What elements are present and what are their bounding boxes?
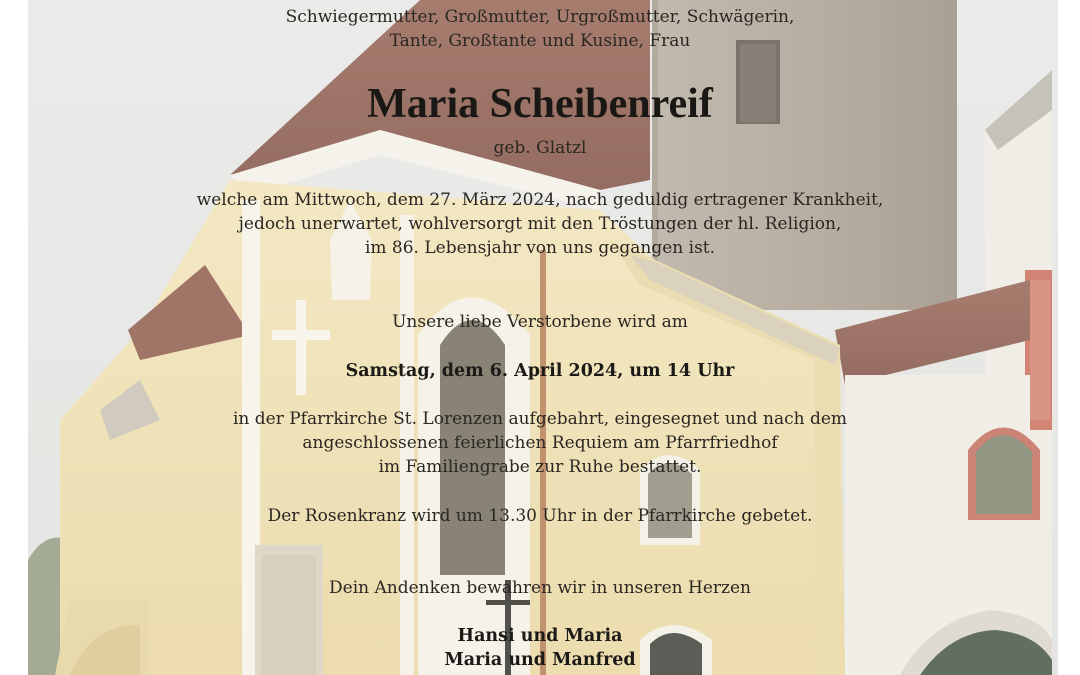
death-line-3: im 86. Lebensjahr von uns gegangen ist. (364, 238, 716, 258)
death-line-2: jedoch unerwartet, wohlversorgt mit den Tröstungen der hl. Religion, (238, 214, 842, 234)
family-line-1: Hansi und Maria (457, 626, 623, 646)
burial-line-1: in der Pfarrkirche St. Lorenzen aufgebahrt, eingesegnet und nach dem (232, 409, 848, 429)
birth-name: geb. Glatzl (493, 138, 587, 158)
remembrance-line: Dein Andenken bewahren wir in unseren Herzen (329, 578, 751, 598)
death-line-1: welche am Mittwoch, dem 27. März 2024, nach geduldig ertragener Krankheit, (196, 190, 884, 210)
family-line-2: Maria und Manfred (444, 650, 636, 670)
relations-line-1: Schwiegermutter, Großmutter, Urgroßmutter, Schwägerin, (285, 7, 795, 27)
funeral-intro: Unsere liebe Verstorbene wird am (392, 312, 688, 332)
deceased-name: Maria Scheibenreif (367, 81, 713, 127)
rosary-note: Der Rosenkranz wird um 13.30 Uhr in der Pfarrkirche gebetet. (267, 506, 813, 526)
burial-line-2: angeschlossenen feierlichen Requiem am Pfarrfriedhof (302, 433, 778, 453)
relations-line-2: Tante, Großtante und Kusine, Frau (389, 31, 691, 51)
funeral-date: Samstag, dem 6. April 2024, um 14 Uhr (345, 361, 735, 381)
burial-line-3: im Familiengrabe zur Ruhe bestattet. (378, 457, 702, 477)
